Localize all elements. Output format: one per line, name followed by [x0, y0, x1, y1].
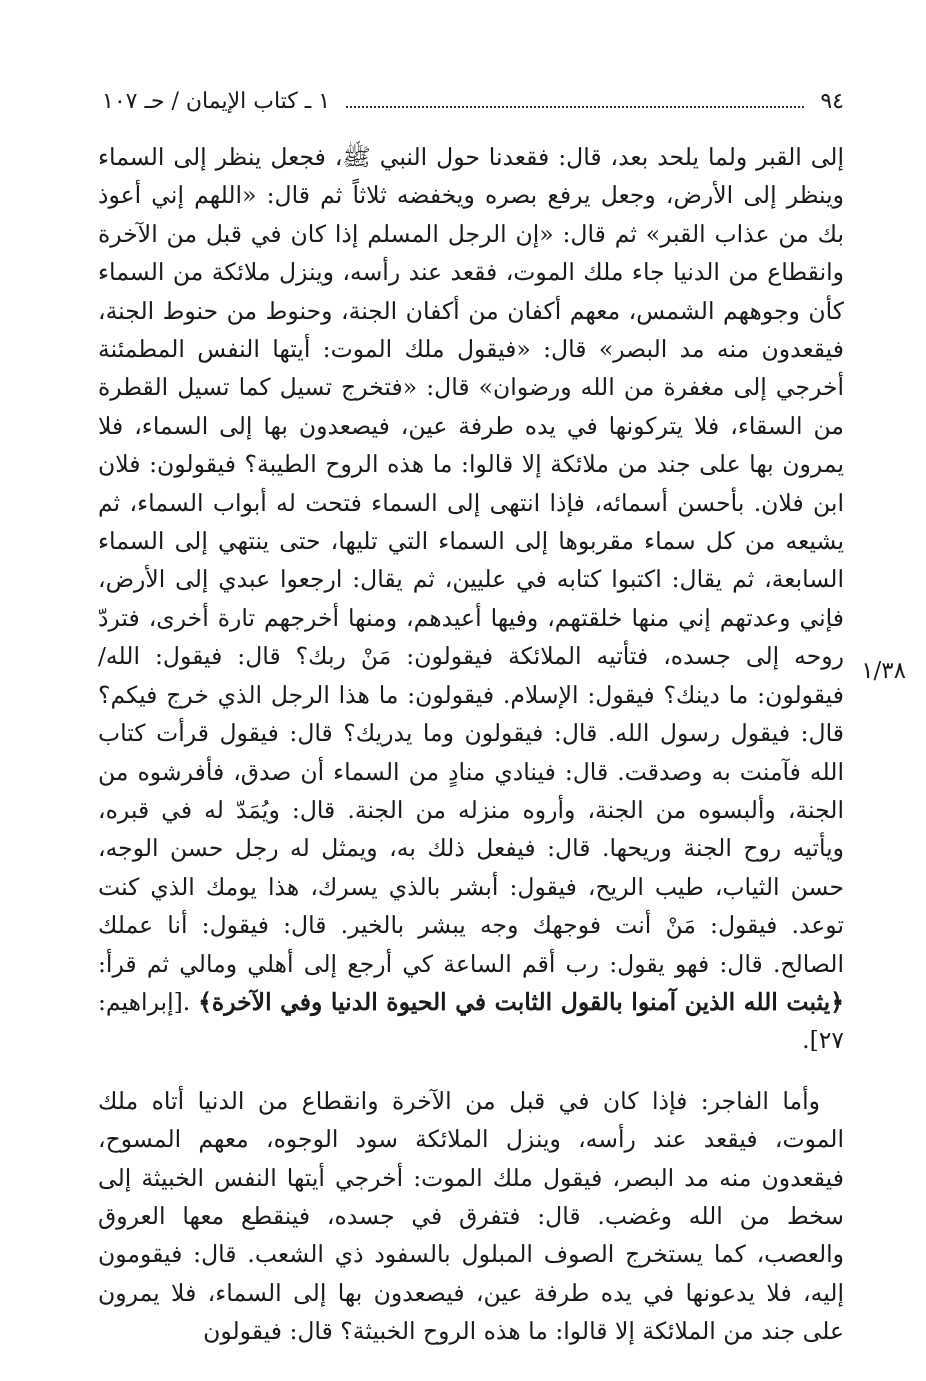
dotted-leader [346, 106, 804, 108]
section-title: ١ ـ كتاب الإيمان / حـ ١٠٧ [102, 88, 331, 114]
margin-reference: ١/٣٨ [861, 658, 906, 684]
verse-citation: .[إبراهيم: ٢٧]. [98, 987, 844, 1055]
paragraph-text: إلى القبر ولما يلحد بعد، قال: فقعدنا حول النبي ﷺ، فجعل ينظر إلى السماء وينظر إلى الأرض، وجعل يرفع بصره ويخفضه ثلاثاً ثم قال: «اللهم إني أعوذ بك من عذاب القبر» ثم قال: «إن الرجل المسلم إذا كان في قبل من الآخرة وانقطاع من الدنيا جاء ملك الموت، فقعد عند رأسه، وينزل ملائكة من السماء كأن وجوههم الشمس، معهم أكفان من أكفان الجنة، وحنوط من حنوط الجنة، فيقعدون منه مد البصر» قال: «فيقول ملك الموت: أيتها النفس المطمئنة أخرجي إلى مغفرة من الله ورضوان» قال: «فتخرج تسيل كما تسيل القطرة من السقاء، فلا يتركونها في يده طرفة عين، فيصعدون بها إلى السماء، فلا يمرون بها على جند من ملائكة إلا قالوا: ما هذه الروح الطيبة؟ فيقولون: فلان ابن فلان. بأحسن أسمائه، فإذا انتهى إلى السماء فتحت له أبواب السماء، ثم يشيعه من كل سماء مقربوها إلى السماء التي تليها، حتى ينتهي إلى السماء السابعة، ثم يقال: اكتبوا كتابه في عليين، ثم يقال: ارجعوا عبدي إلى الأرض، فإني وعدتهم إني منها خلقتهم، وفيها أعيدهم، ومنها أخرجهم تارة أخرى، فتردّ روحه إلى جسده، فتأتيه الملائكة فيقولون: مَنْ ربك؟ قال: فيقول: الله/ فيقولون: ما دينك؟ فيقول: الإسلام. فيقولون: ما هذا الرجل الذي خرج فيكم؟ قال: فيقول رسول الله. قال: فيقولون وما يدريك؟ قال: فيقول قرأت كتاب الله فآمنت به وصدقت. قال: فينادي منادٍ من السماء أن صدق، فأفرشوه من الجنة، وألبسوه من الجنة، وأروه منزله من الجنة. قال: ويُمَدّ له في قبره، ويأتيه روح الجنة وريحها. قال: فيفعل ذلك به، ويمثل له رجل حسن الوجه، حسن الثياب، طيب الريح، فيقول: أبشر بالذي يسرك، هذا يومك الذي كنت توعد. فيقول: مَنْ أنت فوجهك وجه يبشر بالخير. قال: فيقول: أنا عملك الصالح. قال: فهو يقول: رب أقم الساعة كي أرجع إلى أهلي ومالي ثم قرأ: [98, 143, 844, 978]
paragraph-text: وأما الفاجر: فإذا كان في قبل من الآخرة وانقطاع من الدنيا أتاه ملك الموت، فيقعد عند رأسه، وينزل الملائكة سود الوجوه، معهم المسوح، فيقعدون منه مد البصر، فيقول ملك الموت: أخرجي أيتها النفس الخبيثة إلى سخط من الله وغضب. قال: فتفرق في جسده، فينقطع معها العروق والعصب، كما يستخرج الصوف المبلول بالسفود ذي الشعب. قال: فيقومون إليه، فلا يدعونها في يده طرفة عين، فيصعدون بها إلى السماء، فلا يمرون على جند من الملائكة إلا قالوا: ما هذه الروح الخبيثة؟ قال: فيقولون [98, 1086, 844, 1346]
page-number: ٩٤ [820, 88, 844, 114]
body-text [98, 138, 844, 1351]
running-head [102, 84, 844, 118]
paragraph-hadith [98, 138, 844, 1060]
quran-verse: ﴿يثبت الله الذين آمنوا بالقول الثابت في الحيوة الدنيا وفي الآخرة﴾ [198, 987, 844, 1016]
paragraph-fajir [98, 1082, 844, 1351]
